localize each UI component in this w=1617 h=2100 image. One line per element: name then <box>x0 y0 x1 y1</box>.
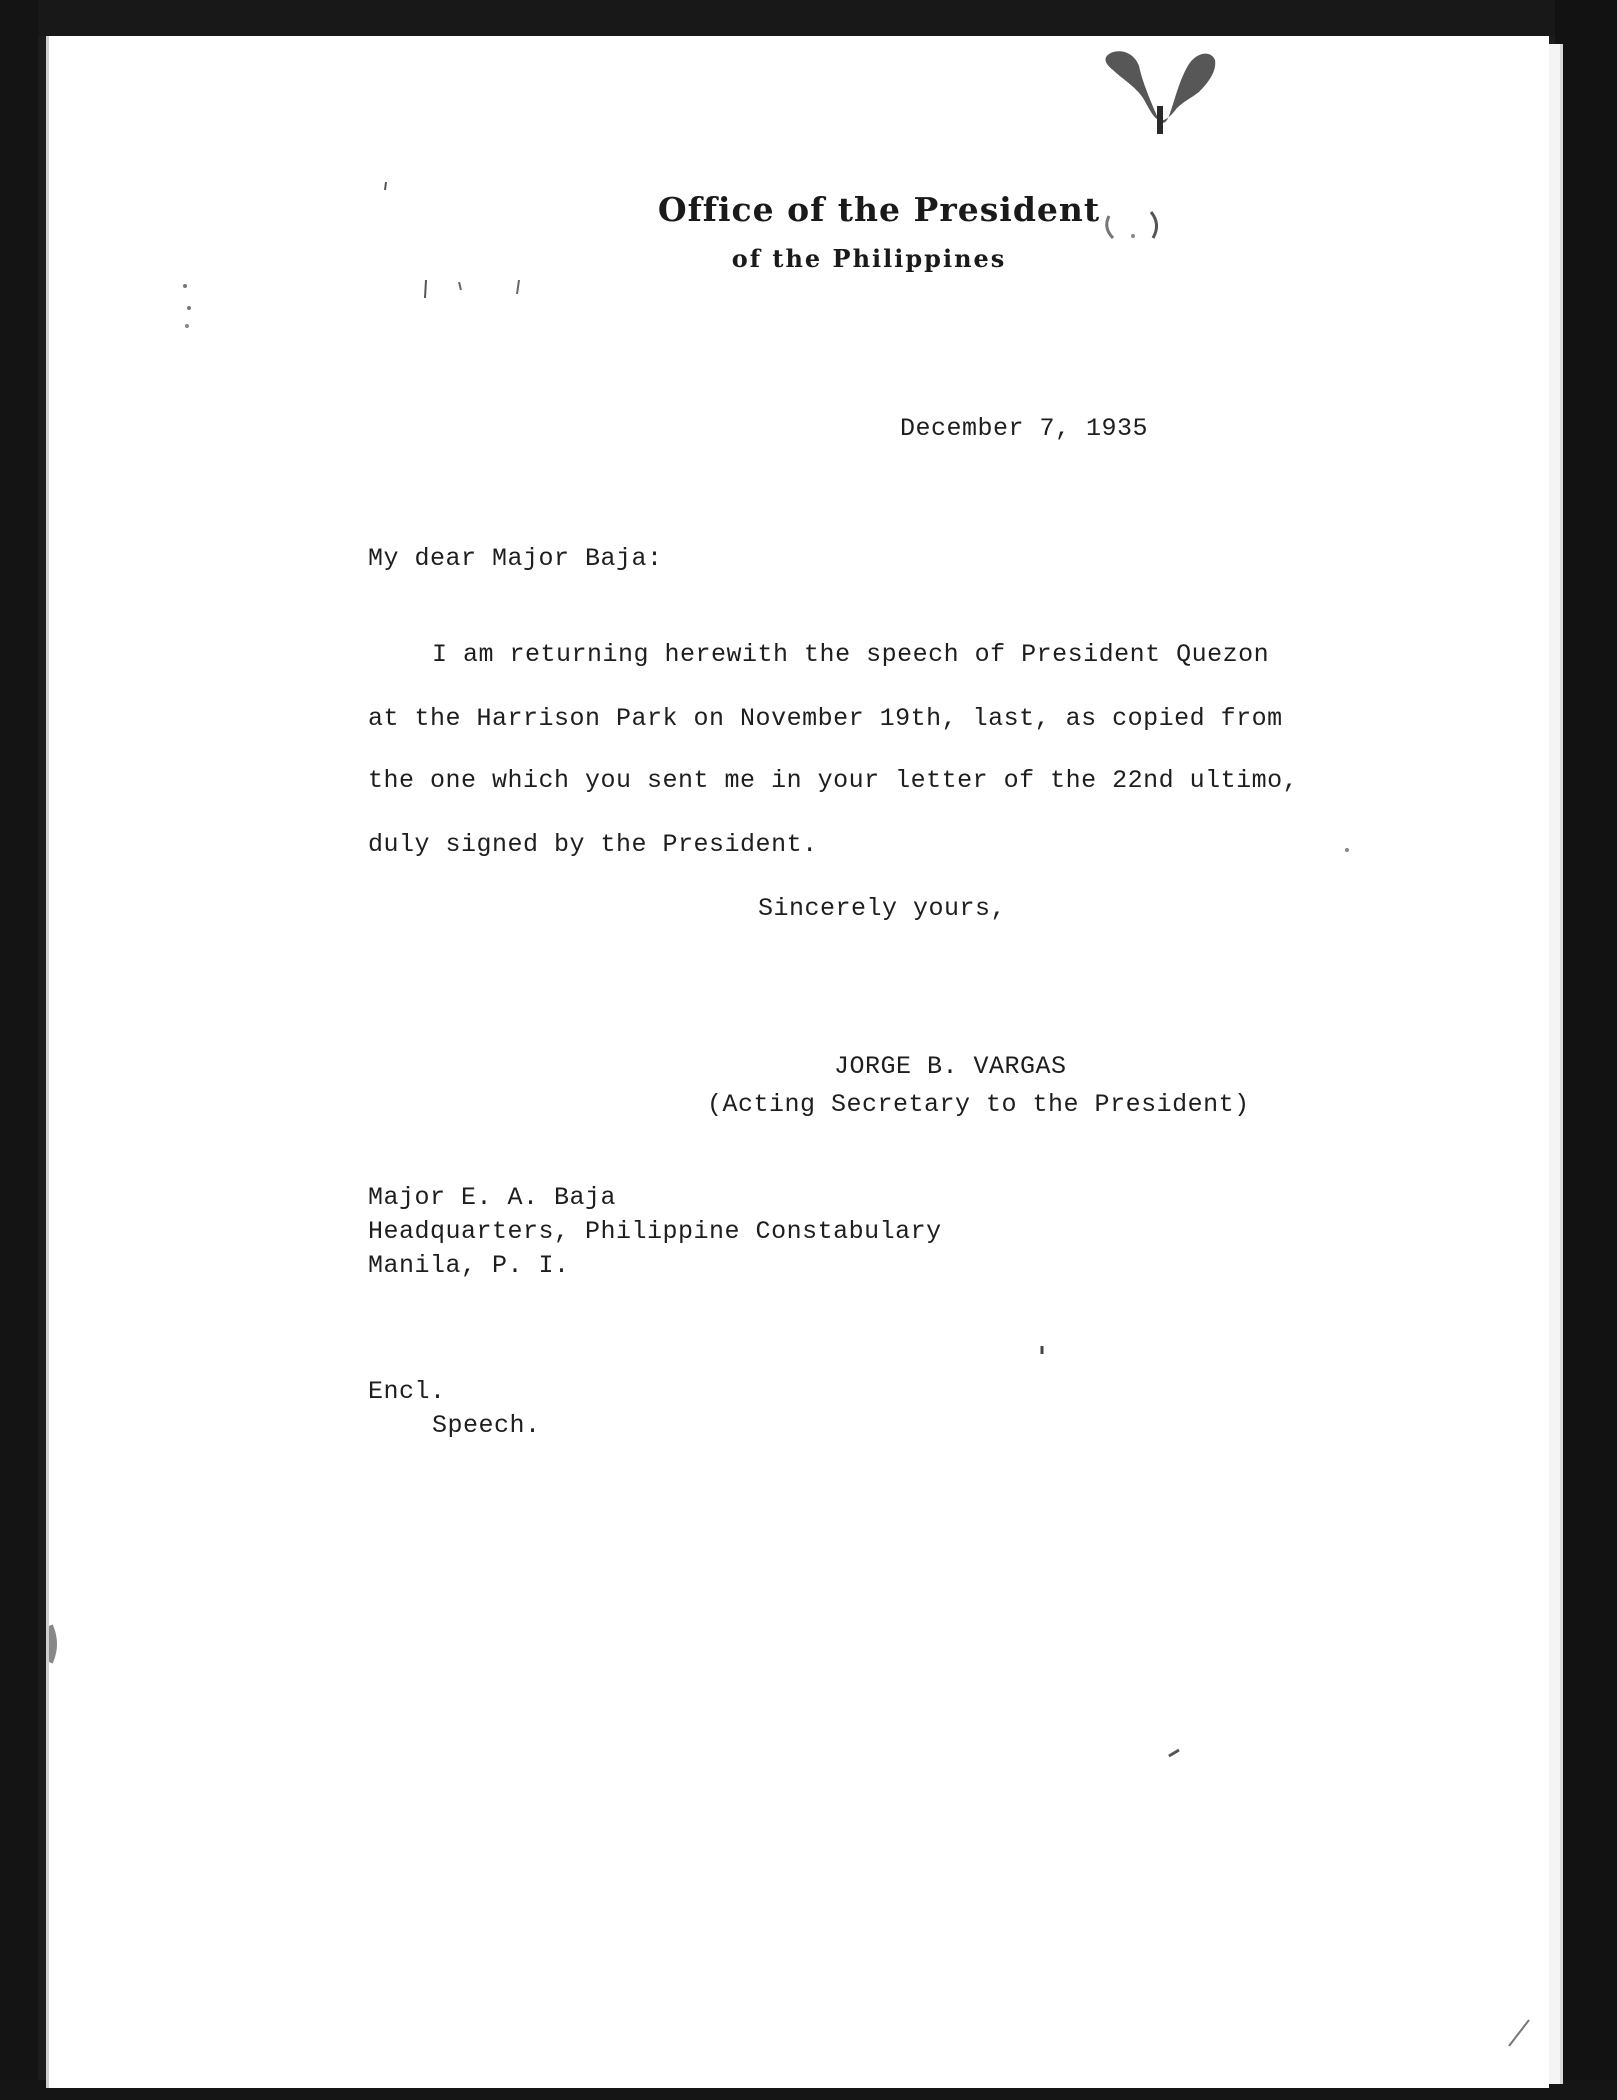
recipient-address-line: Manila, P. I. <box>368 1251 570 1280</box>
letter-date: December 7, 1935 <box>900 414 1149 443</box>
scan-speckles <box>49 36 1549 2088</box>
enclosure-item: Speech. <box>432 1411 541 1440</box>
enclosure-label: Encl. <box>368 1377 446 1406</box>
salutation: My dear Major Baja: <box>368 544 663 573</box>
recipient-address-line: Headquarters, Philippine Constabulary <box>368 1217 942 1246</box>
scan-border-top <box>0 0 1617 36</box>
body-line: the one which you sent me in your letter of the 22nd ultimo, <box>368 766 1299 795</box>
signature-title: (Acting Secretary to the President) <box>707 1090 1250 1119</box>
body-line: at the Harrison Park on November 19th, last, as copied from <box>368 704 1283 733</box>
recipient-name: Major E. A. Baja <box>368 1183 617 1212</box>
signature-name: JORGE B. VARGAS <box>834 1052 1067 1081</box>
letterhead-title: Office of the President <box>657 190 1101 229</box>
body-line: I am returning herewith the speech of President Quezon <box>432 640 1270 669</box>
letterhead-subtitle: of the Philippines <box>731 244 1007 273</box>
ink-blot-mark <box>1099 46 1219 136</box>
letter-page <box>46 36 1549 2088</box>
closing: Sincerely yours, <box>758 894 1007 923</box>
scan-border-left <box>0 0 38 2100</box>
body-line: duly signed by the President. <box>368 830 818 859</box>
scan-border-right <box>1555 0 1617 2100</box>
